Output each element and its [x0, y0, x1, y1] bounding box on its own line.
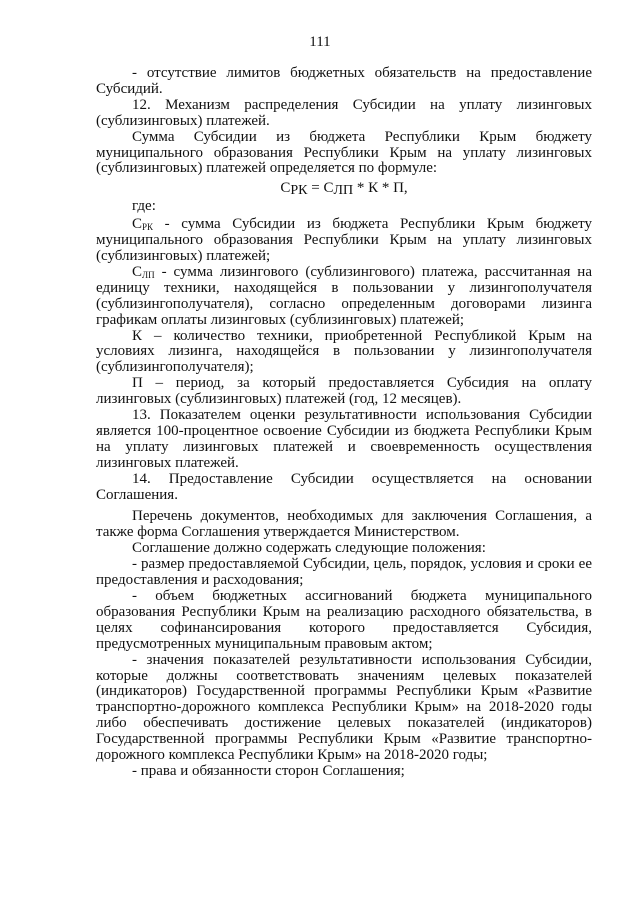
paragraph-bullet-indicators: - значения показателей результативности использования Субсидии, которые должны соответствовать значениям целевых показателей (индикаторов) Государственной программы Республики Крым «Развитие транспортно-дорожного комплекса Республики Крым» на 2018-2020 годы либо обеспечивать достижение целевых показателей (индикаторов) Государственной программы Республики Крым «Развитие транспортно-дорожного комплекса Республики Крым» на 2018-2020 годы; [96, 651, 592, 764]
paragraph-subsidy-amount: Сумма Субсидии из бюджета Республики Крым бюджету муниципального образования Республики Крым на уплату лизинговых (сублизинговых) платежей определяется по формуле: [96, 128, 592, 177]
definition-p: П – период, за который предоставляется Субсидия на оплату лизинговых (сублизинговых) платежей (год, 12 месяцев). [96, 375, 592, 408]
paragraph-agreement-contents: Соглашение должно содержать следующие положения: [132, 540, 486, 557]
paragraph-section-12: 12. Механизм распределения Субсидии на уплату лизинговых (сублизинговых) платежей. [96, 96, 592, 129]
formula-rest: * К * П, [353, 180, 408, 197]
definition-c-rk: $С_{РК}$ - сумма Субсидии из бюджета Республики Крым бюджету муниципального образования Республики Крым на уплату лизинговых (сублизинговых) платежей; [96, 216, 592, 264]
paragraph-section-14: 14. Предоставление Субсидии осуществляется на основании Соглашения. [96, 470, 592, 503]
definition-k: К – количество техники, приобретенной Республикой Крым на условиях лизинга, находящейся в пользовании у лизингополучателя (сублизингополучателя); [96, 327, 592, 376]
page-number: 111 [309, 34, 331, 50]
definition-c-lp: $С_{ЛП}$ - сумма лизингового (сублизингового) платежа, рассчитанная на единицу техники, находящейся в пользовании у лизингополучателя (сублизингополучателя), согласно определенным договорами лизинга графикам оплаты лизинговых (сублизинговых) платежей; [96, 263, 592, 328]
formula-c-lp: $С_{ЛП}$ [323, 180, 354, 199]
paragraph-bullet-rights: - права и обязанности сторон Соглашения; [132, 762, 405, 779]
formula [96, 181, 592, 197]
paragraph-bullet-budget: - объем бюджетных ассигнований бюджета муниципального образования Республики Крым на реализацию расходного обязательства, в целях софинансирования которого предоставляется Субсидия, предусмотренных муниципальным правовым актом; [96, 588, 592, 652]
paragraph-bullet-limits: - отсутствие лимитов бюджетных обязательств на предоставление Субсидий. [96, 65, 592, 97]
paragraph-documents-list: Перечень документов, необходимых для заключения Соглашения, а также форма Соглашения утверждается Министерством. [96, 508, 592, 541]
formula-c-rk: $С_{РК}$ [280, 180, 308, 199]
document-body [96, 66, 592, 780]
where-label: где: [132, 198, 156, 215]
formula-equals: = [307, 180, 324, 197]
paragraph-bullet-amount: - размер предоставляемой Субсидии, цель, порядок, условия и сроки ее предоставления и расходования; [96, 556, 592, 589]
paragraph-section-13: 13. Показателем оценки результативности использования Субсидии является 100-процентное освоение Субсидии из бюджета Республики Крым на уплату лизинговых платежей и своевременность осуществления лизинговых платежей. [96, 407, 592, 471]
